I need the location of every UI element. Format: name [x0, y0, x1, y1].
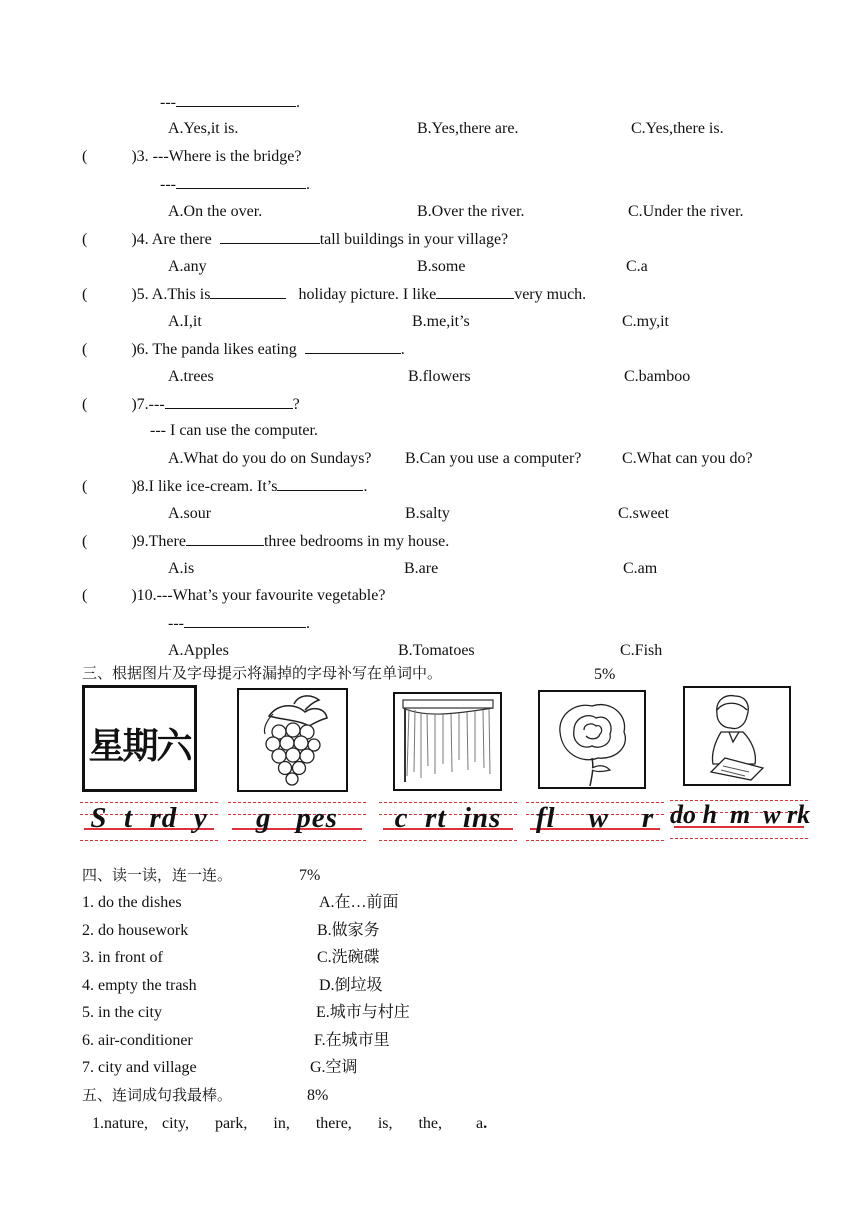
- grapes-icon: [239, 690, 346, 790]
- section-3-score: 5%: [594, 666, 616, 683]
- option-a: A.What do you do on Sundays?: [168, 450, 372, 467]
- answer-blank[interactable]: [305, 339, 401, 354]
- match-left-6[interactable]: 6. air-conditioner: [82, 1032, 193, 1049]
- q3-answer-line: --- .: [160, 176, 310, 193]
- answer-blank[interactable]: [436, 284, 514, 299]
- word-grapes: g pes: [256, 802, 338, 834]
- word-saturday: S t rd y: [90, 802, 208, 834]
- option-c: C.Yes,there is.: [631, 120, 724, 137]
- match-left-5[interactable]: 5. in the city: [82, 1004, 162, 1021]
- match-left-1[interactable]: 1. do the dishes: [82, 894, 182, 911]
- q10-answer-line: --- .: [168, 615, 310, 632]
- section-5-title: 五、连词成句我最棒。: [82, 1086, 233, 1104]
- question-7: ( )7.--- ?: [82, 396, 300, 413]
- question-4: ( )4. Are there tall buildings in your village?: [82, 231, 509, 248]
- word-flower: fl w r: [535, 802, 655, 834]
- answer-blank[interactable]: [220, 229, 320, 244]
- q7-reply: --- I can use the computer.: [150, 422, 318, 439]
- question-3: ( )3. ---Where is the bridge?: [82, 148, 302, 165]
- option-b: B.Can you use a computer?: [405, 450, 582, 467]
- answer-blank[interactable]: [210, 284, 286, 299]
- match-left-2[interactable]: 2. do housework: [82, 922, 189, 939]
- option-a: A.any: [168, 258, 207, 275]
- match-left-4[interactable]: 4. empty the trash: [82, 977, 197, 994]
- match-right-e[interactable]: E.城市与村庄: [316, 1004, 410, 1021]
- option-b: B.Over the river.: [417, 203, 525, 220]
- option-c: C.am: [623, 560, 658, 577]
- match-right-f[interactable]: F.在城市里: [314, 1032, 390, 1049]
- match-right-b[interactable]: B.做家务: [317, 922, 380, 939]
- option-a: A.On the over.: [168, 203, 263, 220]
- option-b: B.are: [404, 560, 439, 577]
- option-b: B.me,it’s: [412, 313, 470, 330]
- option-a: A.is: [168, 560, 195, 577]
- match-left-7[interactable]: 7. city and village: [82, 1059, 197, 1076]
- match-right-d[interactable]: D.倒垃圾: [319, 977, 383, 994]
- option-b: B.Yes,there are.: [417, 120, 519, 137]
- answer-blank[interactable]: [277, 476, 363, 491]
- option-c: C.bamboo: [624, 368, 691, 385]
- option-b: B.flowers: [408, 368, 471, 385]
- answer-blank[interactable]: [186, 531, 264, 546]
- option-c: C.sweet: [618, 505, 670, 522]
- picture-grapes: [237, 688, 348, 792]
- option-a: A.sour: [168, 505, 212, 522]
- section-3-title: 三、根据图片及字母提示将漏掉的字母补写在单词中。: [82, 664, 443, 682]
- q2-answer-line: --- .: [160, 94, 300, 111]
- option-c: C.What can you do?: [622, 450, 753, 467]
- section-4-title: 四、读一读，连一连。: [82, 866, 233, 884]
- picture-flower: [538, 690, 646, 789]
- word-row-saturday[interactable]: [80, 800, 218, 844]
- match-right-a[interactable]: A.在…前面: [319, 894, 399, 911]
- option-a: A.Apples: [168, 642, 229, 659]
- word-row-homework[interactable]: [670, 798, 811, 842]
- answer-blank[interactable]: [165, 394, 293, 409]
- match-right-g[interactable]: G.空调: [310, 1059, 358, 1076]
- saturday-label: 星期六: [88, 726, 191, 767]
- word-row-flower[interactable]: [526, 800, 664, 844]
- match-right-c[interactable]: C.洗碗碟: [317, 949, 380, 966]
- question-6: ( )6. The panda likes eating .: [82, 341, 405, 358]
- answer-blank[interactable]: [184, 613, 306, 628]
- word-row-curtains[interactable]: [379, 800, 517, 844]
- option-a: A.Yes,it is.: [168, 120, 239, 137]
- word-curtains: c rt ins: [394, 802, 502, 834]
- option-c: C.Under the river.: [628, 203, 744, 220]
- scrambled-sentence-1: 1.nature, city, park, in, there, is, the, a.: [92, 1115, 488, 1132]
- option-b: B.Tomatoes: [398, 642, 475, 659]
- picture-saturday: [82, 685, 197, 792]
- word-row-grapes[interactable]: [228, 800, 366, 844]
- match-left-3[interactable]: 3. in front of: [82, 949, 163, 966]
- option-b: B.salty: [405, 505, 450, 522]
- flower-icon: [540, 692, 644, 787]
- option-a: A.I,it: [168, 313, 202, 330]
- question-9: ( )9.There three bedrooms in my house.: [82, 533, 450, 550]
- boy-writing-icon: [685, 688, 789, 784]
- option-c: C.my,it: [622, 313, 669, 330]
- section-4-score: 7%: [299, 867, 321, 884]
- question-8: ( )8.I like ice-cream. It’s .: [82, 478, 368, 495]
- picture-curtains: [393, 692, 502, 791]
- answer-blank[interactable]: [176, 174, 306, 189]
- question-10: ( )10.---What’s your favourite vegetable?: [82, 587, 386, 604]
- answer-blank[interactable]: [176, 92, 296, 107]
- option-b: B.some: [417, 258, 466, 275]
- section-5-score: 8%: [307, 1087, 329, 1104]
- option-a: A.trees: [168, 368, 214, 385]
- curtains-icon: [395, 694, 500, 789]
- word-homework: do h m w rk: [670, 800, 811, 829]
- option-c: C.Fish: [620, 642, 663, 659]
- question-5: ( )5. A.This is holiday picture. I like very much.: [82, 286, 587, 303]
- picture-homework: [683, 686, 791, 786]
- option-c: C.a: [626, 258, 648, 275]
